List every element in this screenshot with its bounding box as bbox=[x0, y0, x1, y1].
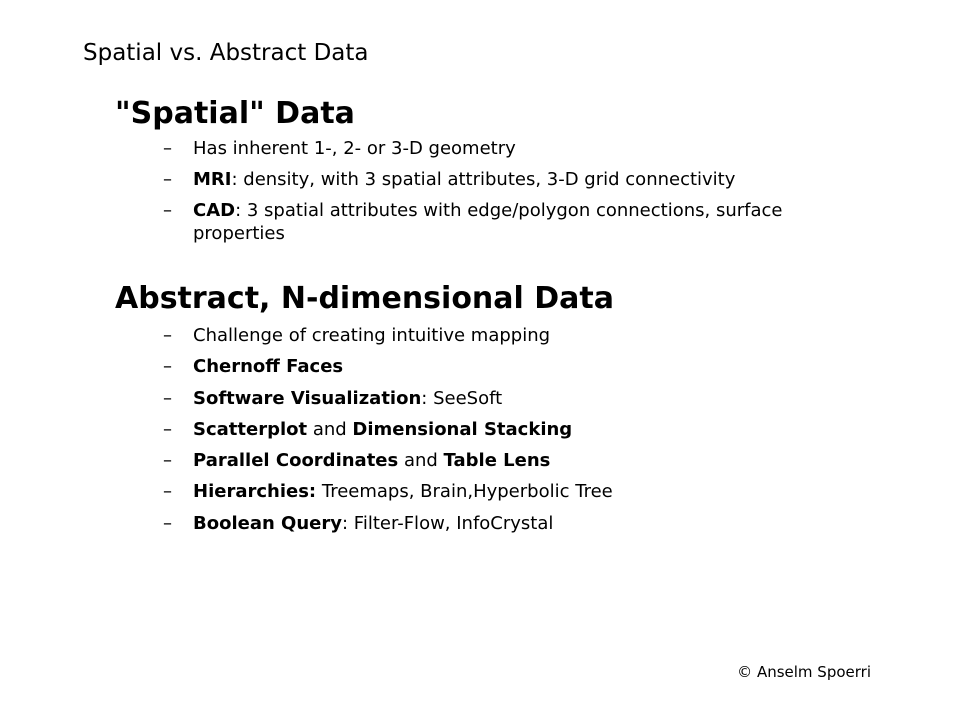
bullet-bold-text: Boolean Query bbox=[193, 512, 342, 534]
bullet-bold-text: Dimensional Stacking bbox=[352, 418, 573, 440]
bullet-text: Treemaps, Brain,Hyperbolic Tree bbox=[316, 481, 613, 503]
bullet-list bbox=[115, 137, 863, 245]
bullet-item bbox=[115, 512, 863, 535]
bullet-bold-text: Scatterplot bbox=[193, 418, 308, 440]
bullet-dash: – bbox=[163, 387, 172, 409]
bullet-bold-text: Chernoff Faces bbox=[193, 356, 344, 378]
bullet-item bbox=[115, 355, 863, 378]
bullet-dash: – bbox=[163, 325, 172, 346]
bullet-text: : SeeSoft bbox=[421, 387, 503, 409]
bullet-item bbox=[115, 168, 863, 191]
bullet-item bbox=[115, 449, 863, 472]
bullet-text: : Filter-Flow, InfoCrystal bbox=[342, 512, 554, 534]
bullet-item bbox=[115, 137, 863, 160]
bullet-dash: – bbox=[163, 169, 172, 190]
bullet-item bbox=[115, 418, 863, 441]
bullet-dash: – bbox=[163, 512, 172, 534]
section-abstract-data bbox=[115, 279, 863, 543]
bullet-text: : density, with 3 spatial attributes, 3-D grid connectivity bbox=[231, 169, 736, 190]
bullet-text: Has inherent 1-, 2- or 3-D geometry bbox=[193, 138, 516, 159]
bullet-item bbox=[115, 480, 863, 503]
bullet-text: and bbox=[398, 450, 444, 472]
bullet-dash: – bbox=[163, 418, 172, 440]
bullet-item bbox=[115, 324, 863, 347]
bullet-bold-text: Hierarchies: bbox=[193, 481, 317, 503]
bullet-bold-text: Software Visualization bbox=[193, 387, 422, 409]
bullet-bold-text: Parallel Coordinates bbox=[193, 450, 399, 472]
section-spatial-data bbox=[115, 94, 863, 253]
bullet-dash: – bbox=[163, 450, 172, 472]
section-heading: Abstract, N-dimensional Data bbox=[115, 281, 614, 316]
bullet-item bbox=[115, 199, 863, 245]
bullet-text: : 3 spatial attributes with edge/polygon connections, surface properties bbox=[193, 200, 783, 244]
bullet-item bbox=[115, 387, 863, 410]
bullet-dash: – bbox=[163, 481, 172, 503]
bullet-text: and bbox=[307, 418, 353, 440]
slide-title: Spatial vs. Abstract Data bbox=[83, 40, 369, 66]
bullet-dash: – bbox=[163, 138, 172, 159]
bullet-bold-text: Table Lens bbox=[443, 450, 551, 472]
copyright-notice: © Anselm Spoerri bbox=[737, 663, 871, 681]
section-heading: "Spatial" Data bbox=[115, 96, 355, 131]
bullet-dash: – bbox=[163, 356, 172, 378]
bullet-list bbox=[115, 324, 863, 535]
bullet-dash: – bbox=[163, 200, 172, 221]
bullet-bold-text: CAD bbox=[193, 200, 236, 221]
bullet-bold-text: MRI bbox=[193, 169, 232, 190]
bullet-text: Challenge of creating intuitive mapping bbox=[193, 325, 551, 346]
